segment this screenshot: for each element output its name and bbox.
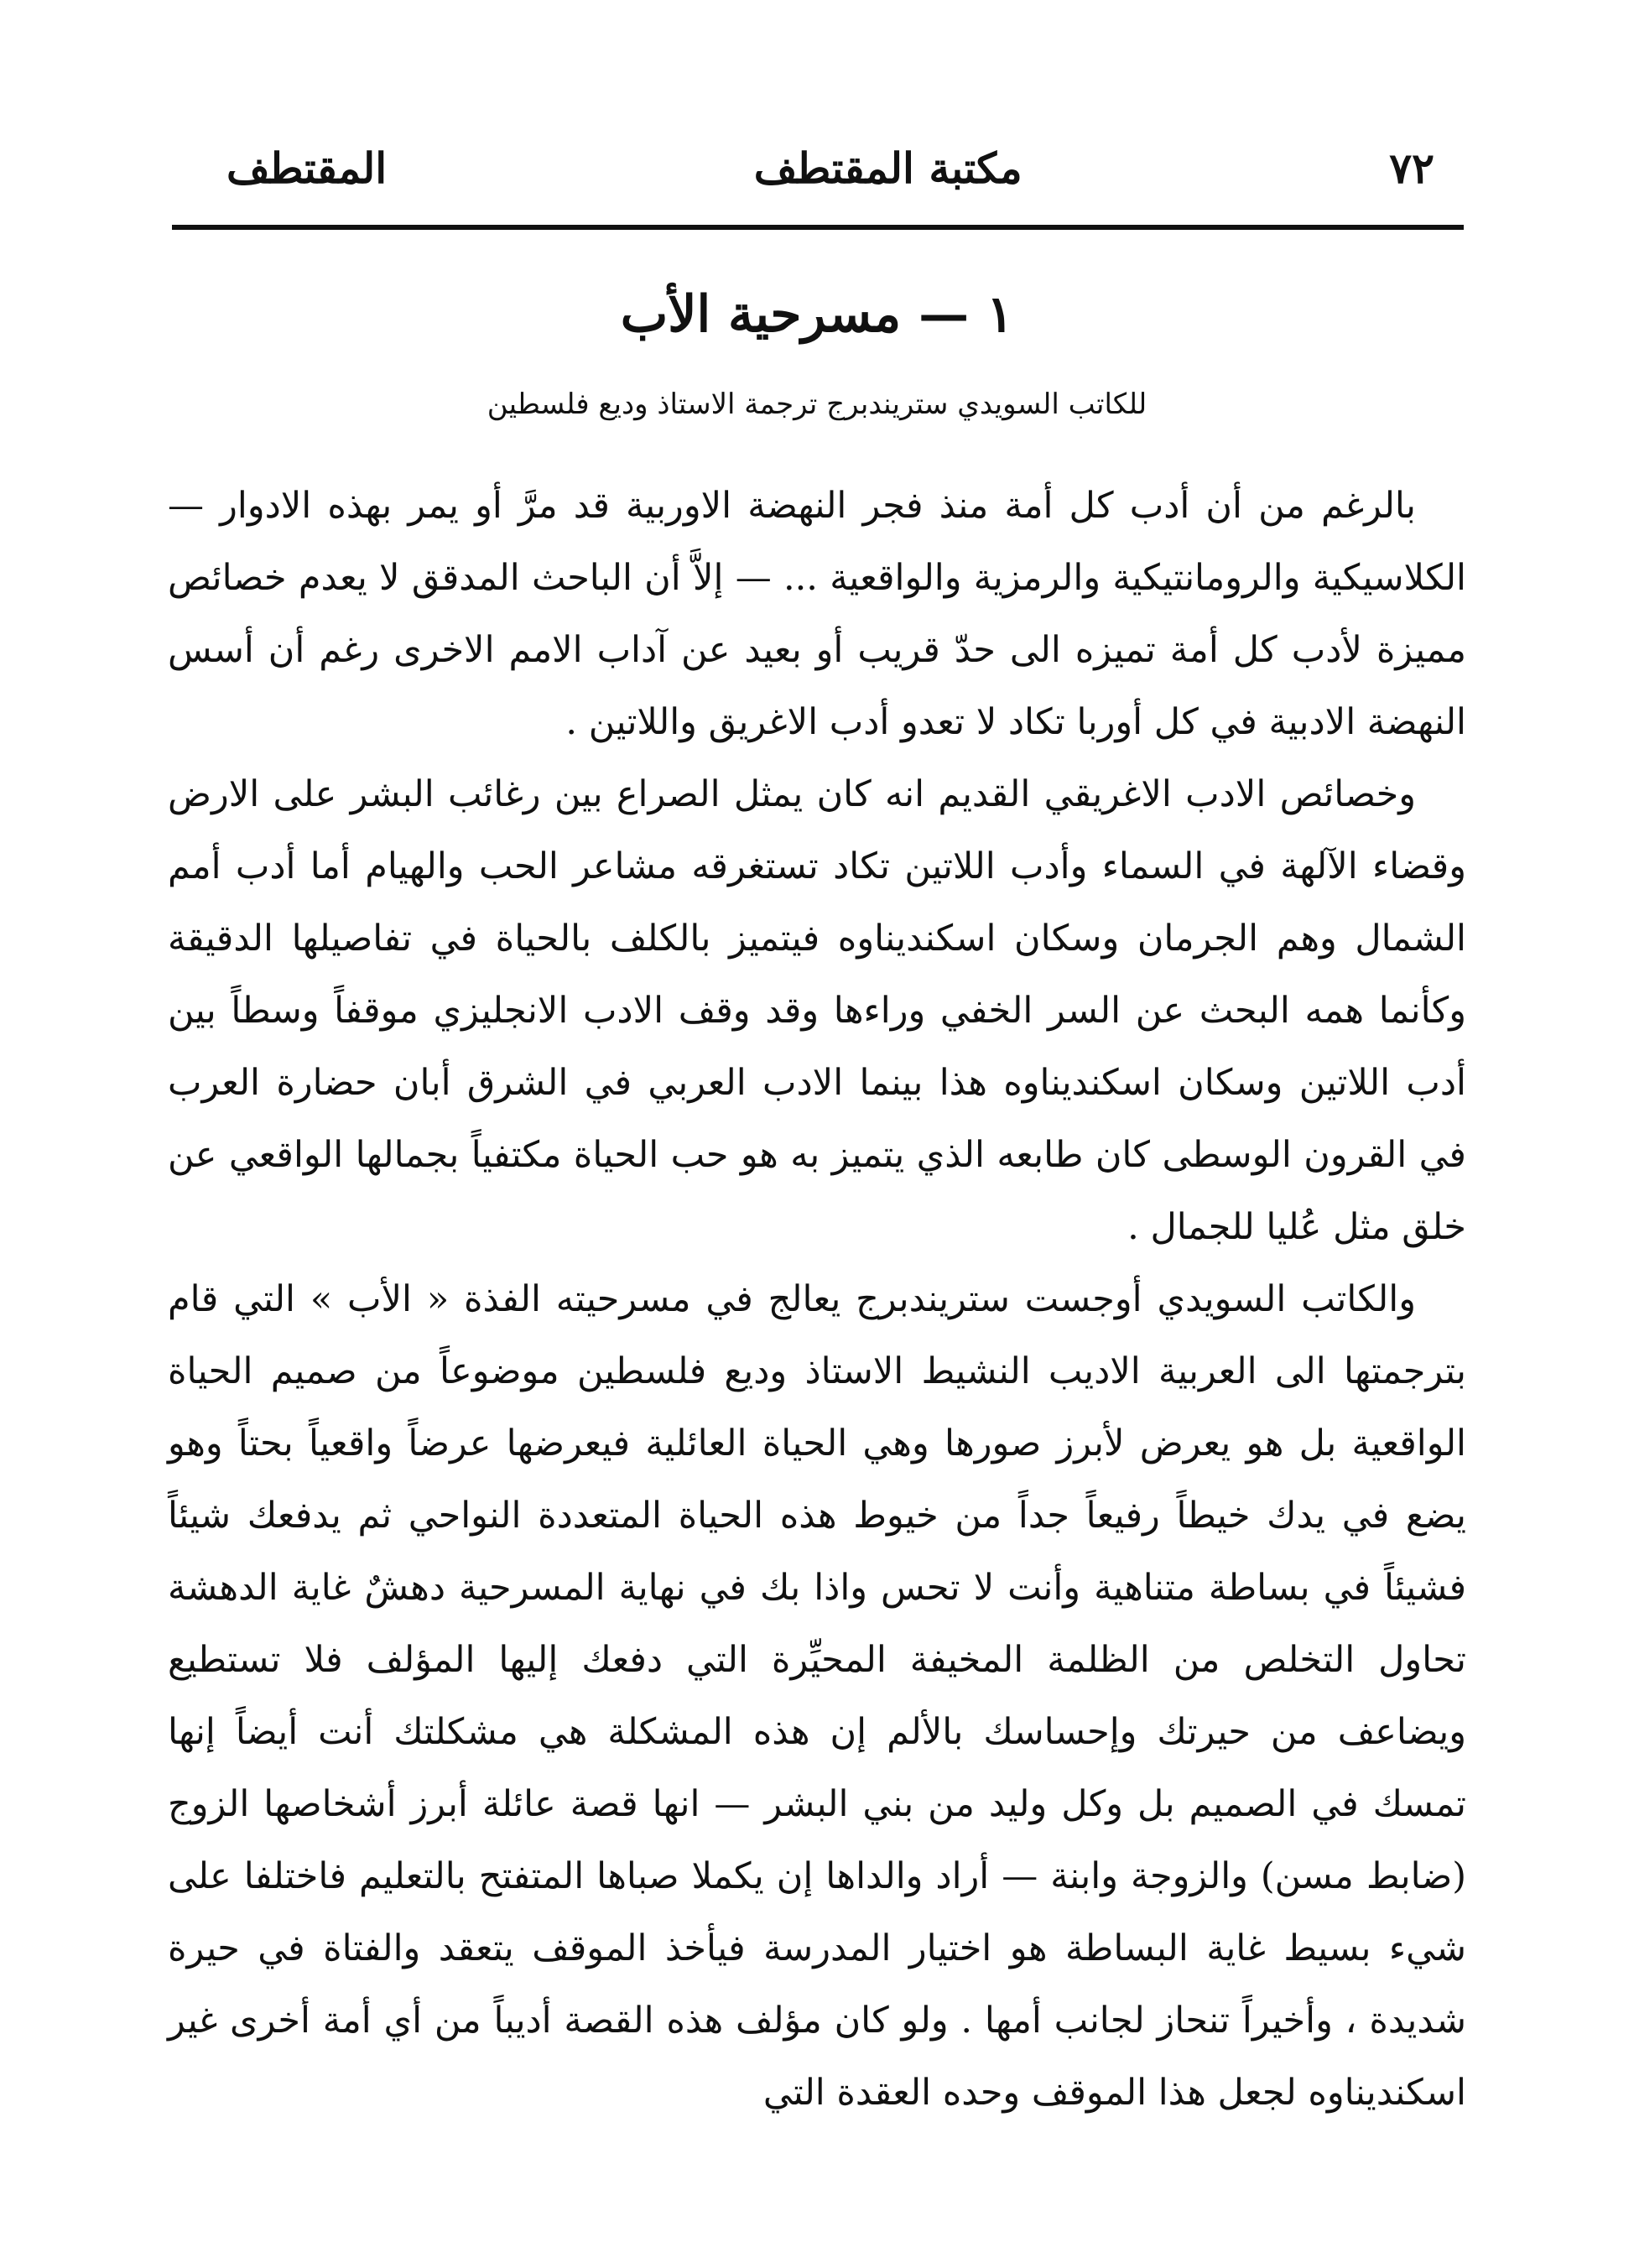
journal-name: المقتطف: [226, 143, 388, 193]
article-title: ١ — مسرحية الأب: [620, 285, 1014, 344]
section-title: مكتبة المقتطف: [753, 143, 1023, 193]
paragraph: بالرغم من أن أدب كل أمة منذ فجر النهضة الاوربية قد مرَّ أو يمر بهذه الادوار — الكلاسيكية والرومانتيكية والرمزية والواقعية ... — إلاَّ أن الباحث المدقق لا يعدم خصائص مميزة لأدب كل أمة تميزه الى حدّ قريب أو بعيد عن آداب الامم الاخرى رغم أن أسس النهضة الادبية في كل أوربا تكاد لا تعدو أدب الاغريق واللاتين .: [168, 485, 1466, 743]
running-header: [226, 134, 1434, 201]
paragraph: وخصائص الادب الاغريقي القديم انه كان يمثل الصراع بين رغائب البشر على الارض وقضاء الآلهة في السماء وأدب اللاتين تكاد تستغرقه مشاعر الحب والهيام أما أدب أمم الشمال وهم الجرمان وسكان اسكنديناوه فيتميز بالكلف بالحياة في تفاصيلها الدقيقة وكأنما همه البحث عن السر الخفي وراءها وقد وقف الادب الانجليزي موقفاً وسطاً بين أدب اللاتين وسكان اسكنديناوه هذا بينما الادب العربي في الشرق أبان حضارة العرب في القرون الوسطى كان طابعه الذي يتميز به هو حب الحياة مكتفياً بجمالها الواقعي عن خلق مثل عُليا للجمال .: [168, 773, 1466, 1248]
paragraph: والكاتب السويدي أوجست ستريندبرج يعالج في مسرحيته الفذة « الأب » التي قام بترجمتها الى العربية الاديب النشيط الاستاذ وديع فلسطين موضوعاً من صميم الحياة الواقعية بل هو يعرض لأبرز صورها وهي الحياة العائلية فيعرضها عرضاً واقعياً بحتاً وهو يضع في يدك خيطاً رفيعاً جداً من خيوط هذه الحياة المتعددة النواحي ثم يدفعك شيئاً فشيئاً في بساطة متناهية وأنت لا تحس واذا بك في نهاية المسرحية دهشٌ غاية الدهشة تحاول التخلص من الظلمة المخيفة المحيِّرة التي دفعك إليها المؤلف فلا تستطيع ويضاعف من حيرتك وإحساسك بالألم إن هذه المشكلة هي مشكلتك أنت أيضاً إنها تمسك في الصميم بل وكل وليد من بني البشر — انها قصة عائلة أبرز أشخاصها الزوج (ضابط مسن) والزوجة وابنة — أراد والداها إن يكملا صباها المتفتح بالتعليم فاختلفا على شيء بسيط غاية البساطة هو اختيار المدرسة فيأخذ الموقف يتعقد والفتاة في حيرة شديدة ، وأخيراً تنحاز لجانب أمها . ولو كان مؤلف هذه القصة أديباً من أي أمة أخرى غير اسكنديناوه لجعل هذا الموقف وحده العقدة التي: [168, 1278, 1466, 2114]
header-rule: [172, 225, 1464, 230]
article-body: [168, 470, 1466, 2129]
article-byline: للكاتب السويدي ستريندبرج ترجمة الاستاذ وديع فلسطين: [487, 388, 1147, 421]
page-number: ٧٢: [1389, 143, 1434, 193]
